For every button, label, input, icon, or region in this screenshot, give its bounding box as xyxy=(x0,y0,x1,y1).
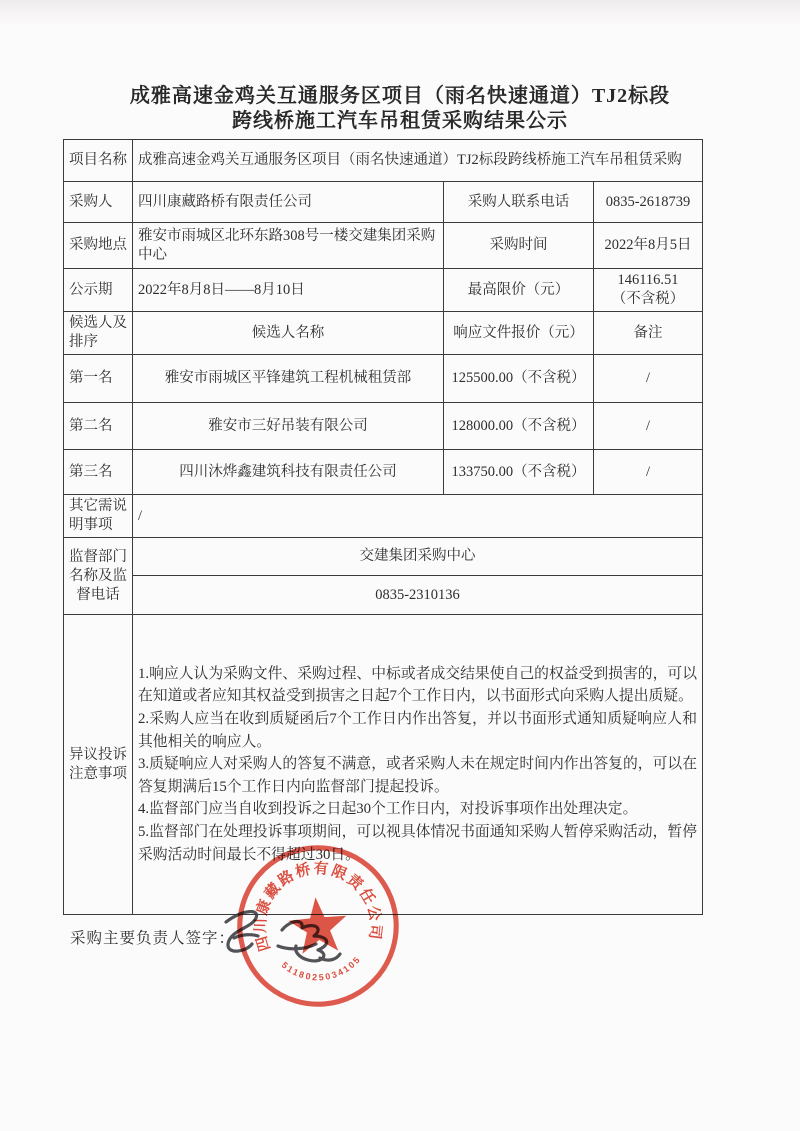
supervision-dept-value: 交建集团采购中心 xyxy=(133,538,703,576)
location-label: 采购地点 xyxy=(64,223,133,269)
candidate-3-rank: 第三名 xyxy=(64,450,133,495)
stamp-number-text: 5118025034105 xyxy=(279,953,363,983)
row-purchaser xyxy=(64,182,703,223)
row-supervision-phone xyxy=(64,576,703,615)
supervision-label: 监督部门名称及监督电话 xyxy=(64,538,133,615)
candidate-2-name: 雅安市三好吊装有限公司 xyxy=(133,403,444,450)
candidate-2-rank: 第二名 xyxy=(64,403,133,450)
candidate-1-rank: 第一名 xyxy=(64,355,133,403)
page-title-line1: 成雅高速金鸡关互通服务区项目（雨名快速通道）TJ2标段 xyxy=(129,85,671,107)
other-notes-value: / xyxy=(133,495,703,538)
project-name-value: 成雅高速金鸡关互通服务区项目（雨名快速通道）TJ2标段跨线桥施工汽车吊租赁采购 xyxy=(133,140,703,182)
notice-item-5: 5.监督部门在处理投诉事项期间，可以视具体情况书面通知采购人暂停采购活动，暂停采购活动时间最长不得超过30日。 xyxy=(138,823,698,863)
row-objection-notice xyxy=(64,615,703,915)
col-header-note: 备注 xyxy=(594,312,703,355)
candidates-header-label: 候选人及排序 xyxy=(64,312,133,355)
notice-item-4: 4.监督部门应当自收到投诉之日起30个工作日内，对投诉事项作出处理决定。 xyxy=(138,801,638,818)
notice-item-2: 2.采购人应当在收到质疑函后7个工作日内作出答复，并以书面形式通知质疑响应人和其他相关的响应人。 xyxy=(138,711,698,750)
other-notes-label: 其它需说明事项 xyxy=(64,495,133,538)
stamp-company-text: 四川康藏路桥有限责任公司 xyxy=(253,860,384,953)
max-price-value xyxy=(594,269,703,312)
objection-notice-label: 异议投诉注意事项 xyxy=(64,615,133,915)
page-title xyxy=(0,84,800,134)
max-price-tax-note: （不含税） xyxy=(611,291,685,307)
signature-label: 采购主要负责人签字： xyxy=(70,930,236,947)
candidate-2-price: 128000.00（不含税） xyxy=(444,403,594,450)
col-header-candidate-name: 候选人名称 xyxy=(133,312,444,355)
time-label: 采购时间 xyxy=(444,223,594,269)
publicity-value: 2022年8月8日——8月10日 xyxy=(133,269,444,312)
purchaser-value: 四川康藏路桥有限责任公司 xyxy=(133,182,444,223)
procurement-results-table xyxy=(63,139,703,915)
table-row-candidate-3 xyxy=(64,450,703,495)
publicity-label: 公示期 xyxy=(64,269,133,312)
location-value: 雅安市雨城区北环东路308号一楼交建集团采购中心 xyxy=(133,223,444,269)
purchaser-label: 采购人 xyxy=(64,182,133,223)
objection-notice-body xyxy=(133,615,703,915)
candidate-1-name: 雅安市雨城区平锋建筑工程机械租赁部 xyxy=(133,355,444,403)
notice-item-1: 1.响应人认为采购文件、采购过程、中标或者成交结果使自己的权益受到损害的，可以在知道或者应知其权益受到损害之日起7个工作日内，以书面形式向采购人提出质疑。 xyxy=(138,665,698,705)
time-value: 2022年8月5日 xyxy=(594,223,703,269)
row-other-notes xyxy=(64,495,703,538)
project-name-label: 项目名称 xyxy=(64,140,133,182)
purchaser-phone-label: 采购人联系电话 xyxy=(444,182,594,223)
row-candidates-header xyxy=(64,312,703,355)
candidate-3-price: 133750.00（不含税） xyxy=(444,450,594,495)
candidate-1-price: 125500.00（不含税） xyxy=(444,355,594,403)
supervision-phone-value: 0835-2310136 xyxy=(133,576,703,615)
row-location xyxy=(64,223,703,269)
notice-item-3: 3.质疑响应人对采购人的答复不满意，或者采购人未在规定时间内作出答复的，可以在答复期满后15个工作日内向监督部门提起投诉。 xyxy=(138,756,698,795)
table-row-candidate-2 xyxy=(64,403,703,450)
row-project-name xyxy=(64,140,703,182)
max-price-amount: 146116.51 xyxy=(617,272,679,288)
row-publicity-period xyxy=(64,269,703,312)
candidate-3-note: / xyxy=(594,450,703,495)
purchaser-phone-value: 0835-2618739 xyxy=(594,182,703,223)
row-supervision-dept xyxy=(64,538,703,576)
page-title-line2: 跨线桥施工汽车吊租赁采购结果公示 xyxy=(232,110,568,132)
table-row-candidate-1 xyxy=(64,355,703,403)
col-header-bid-price: 响应文件报价（元） xyxy=(444,312,594,355)
candidate-2-note: / xyxy=(594,403,703,450)
max-price-label: 最高限价（元） xyxy=(444,269,594,312)
candidate-1-note: / xyxy=(594,355,703,403)
scan-edge-noise xyxy=(0,0,800,26)
candidate-3-name: 四川沐烨鑫建筑科技有限责任公司 xyxy=(133,450,444,495)
